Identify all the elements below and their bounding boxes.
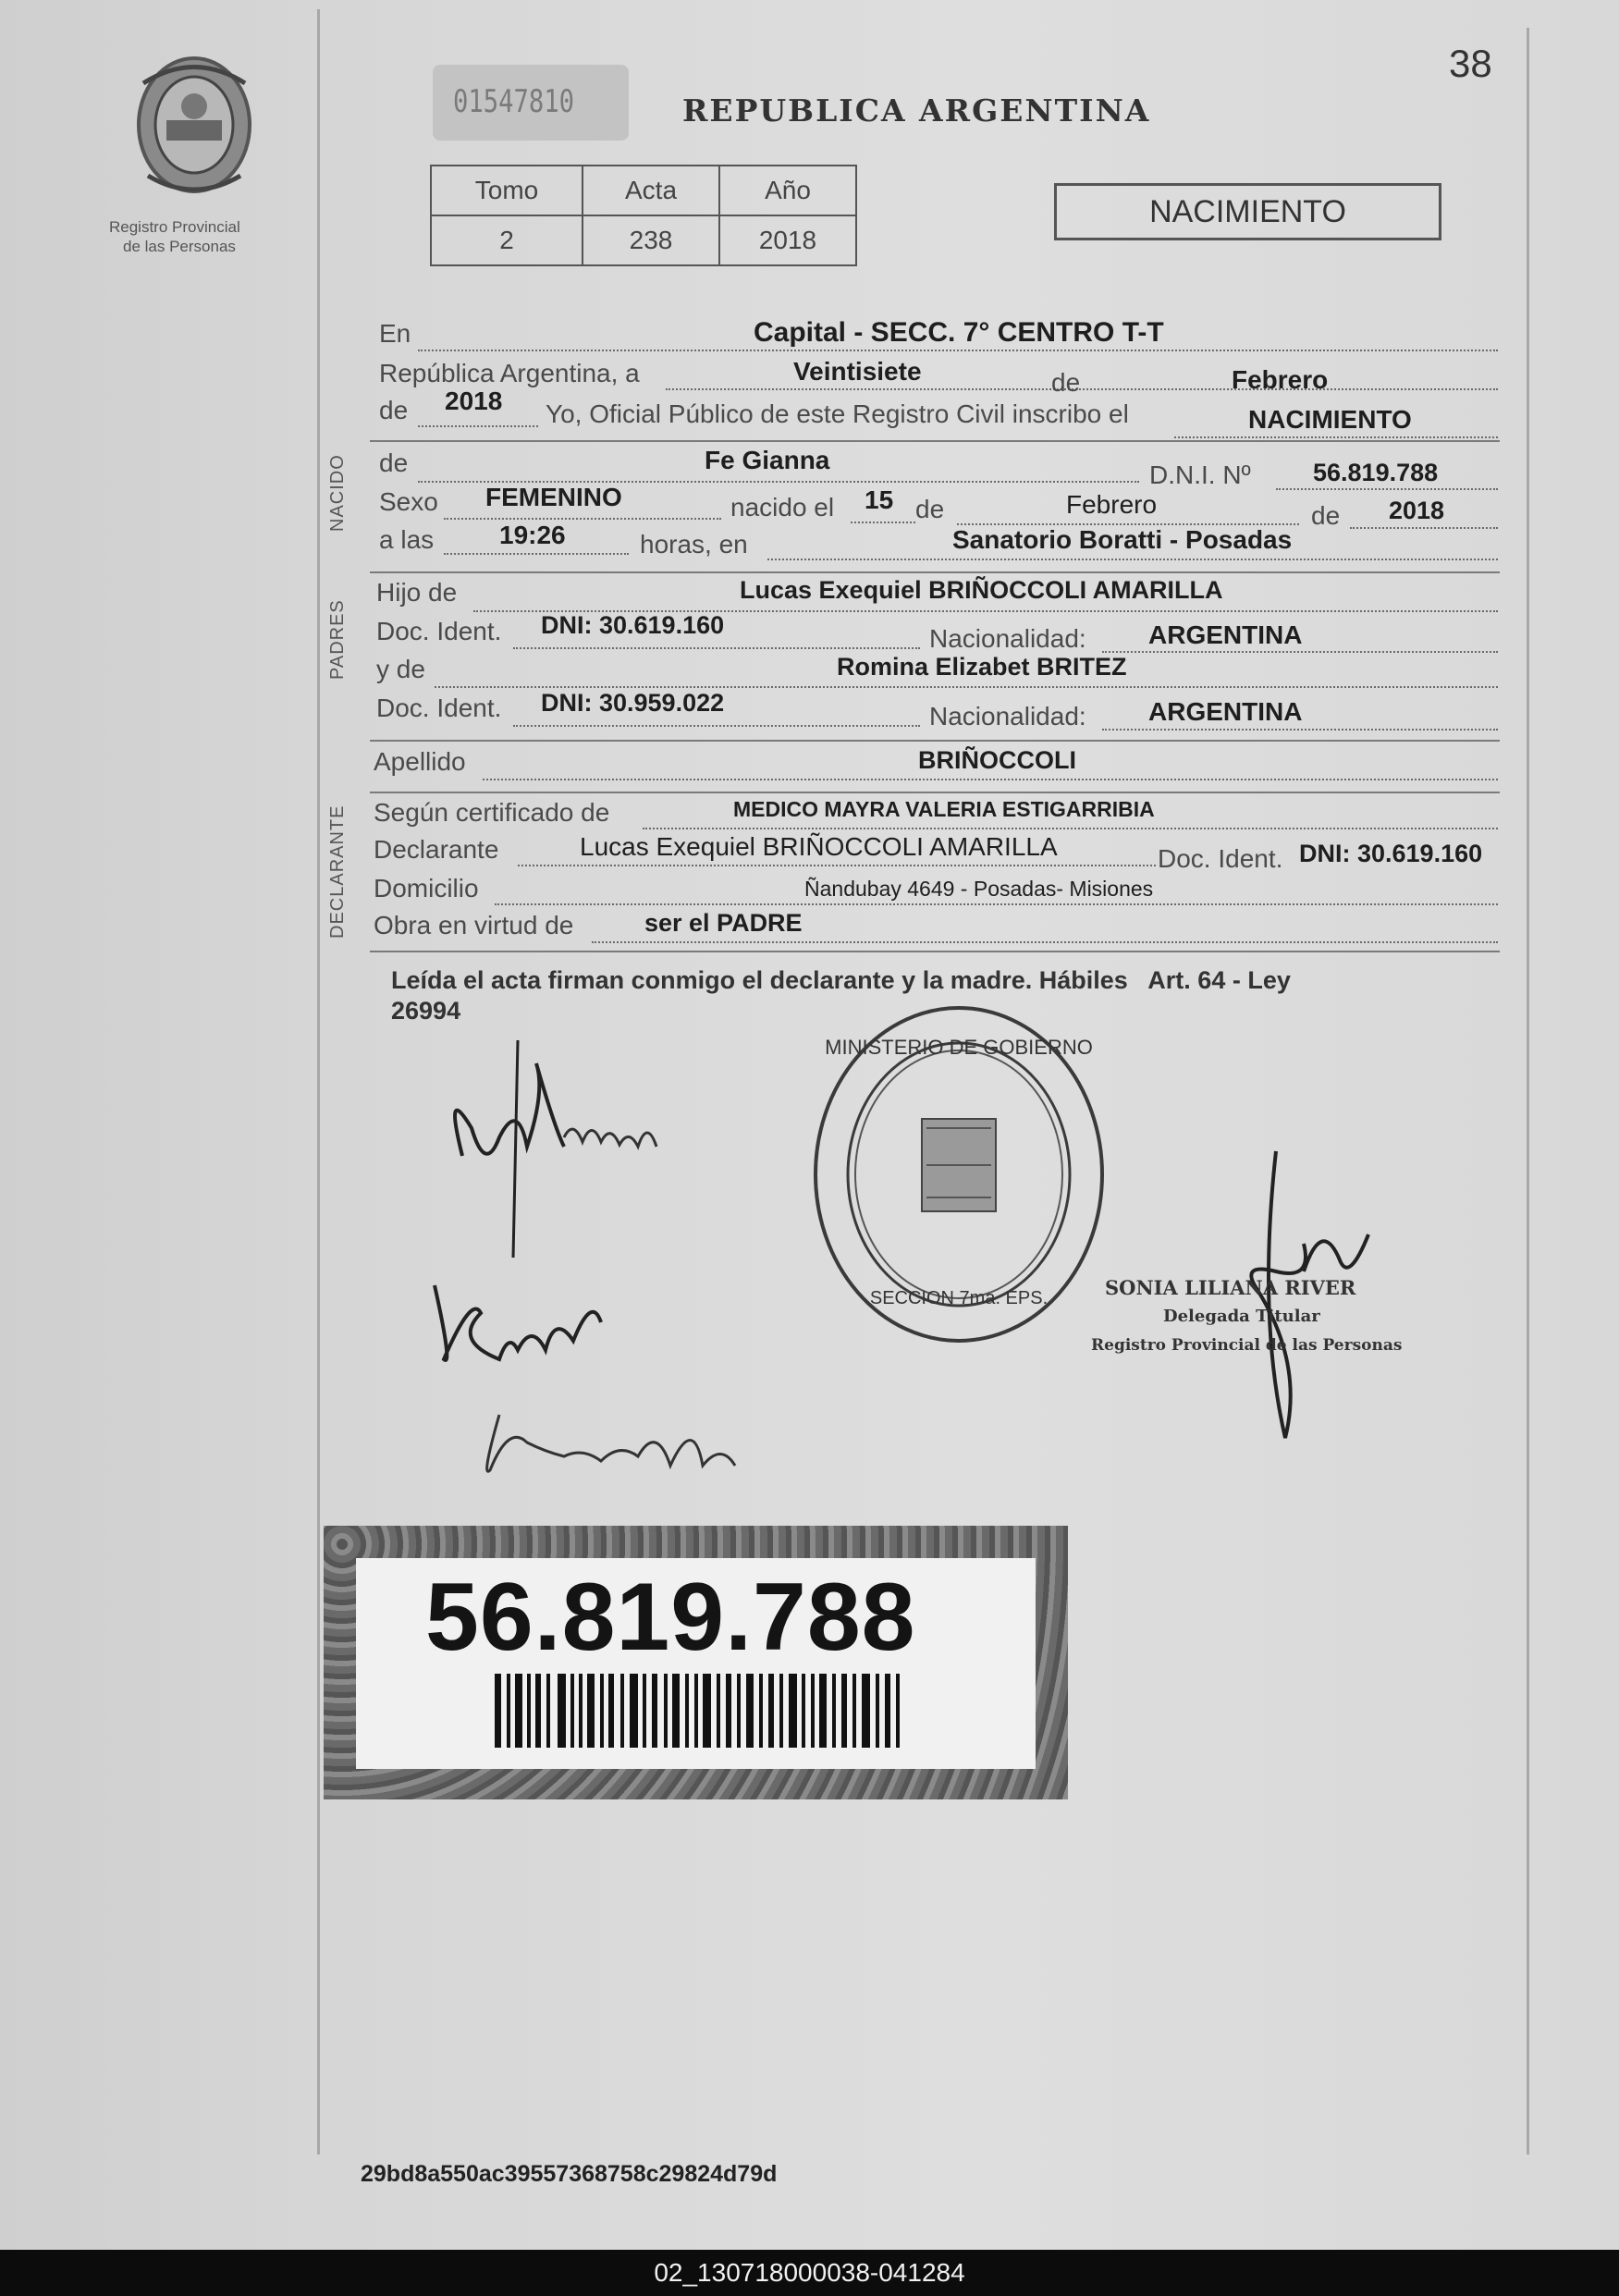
country-heading: REPUBLICA ARGENTINA: [682, 92, 1151, 129]
sexo-label: Sexo: [379, 487, 438, 516]
table-value-anio: 2018: [719, 215, 856, 265]
barcode-box: [324, 1526, 1068, 1799]
table-value-acta: 238: [583, 215, 719, 265]
padre-doc-dots: [513, 647, 920, 649]
padre-nac-dots: [1102, 651, 1498, 653]
record-type-box: [1054, 183, 1441, 240]
birth-day-value: 15: [865, 485, 894, 514]
doc2-label: Doc. Ident.: [376, 694, 502, 722]
lugar-value: Sanatorio Boratti - Posadas: [952, 525, 1293, 554]
year-value: 2018: [445, 387, 503, 415]
padre-nac-value: ARGENTINA: [1148, 620, 1303, 649]
record-table: [430, 165, 857, 266]
table-header-acta: Acta: [583, 166, 719, 215]
inscribo-value: NACIMIENTO: [1248, 405, 1412, 434]
month-value: Febrero: [1232, 365, 1329, 394]
registry-seal: [806, 999, 1111, 1350]
doc-label: Doc. Ident.: [376, 617, 502, 645]
madre-doc-dots: [513, 725, 920, 727]
nombre-value: Fe Gianna: [705, 446, 830, 474]
madre-value: Romina Elizabet BRITEZ: [837, 653, 1127, 681]
divider-apellido: [370, 792, 1500, 793]
barcode-panel: [356, 1558, 1036, 1769]
table-header-tomo: Tomo: [431, 166, 583, 215]
domicilio-value: Ñandubay 4649 - Posadas- Misiones: [804, 877, 1154, 901]
de2-dots: [418, 425, 538, 427]
sexo-dots: [444, 518, 721, 520]
republica-label: República Argentina, a: [379, 359, 640, 387]
de-label: de: [1051, 368, 1081, 397]
record-type-label: NACIMIENTO: [1149, 194, 1346, 229]
dni-value: 56.819.788: [1313, 459, 1439, 486]
de-nombre-label: de: [379, 448, 409, 477]
hijo-label: Hijo de: [376, 578, 458, 607]
inscribo-dots: [1174, 436, 1498, 438]
barcode-number: 56.819.788: [425, 1564, 916, 1671]
declarante-label: Declarante: [374, 835, 499, 864]
certificado-dots: [643, 828, 1498, 829]
closing-text-line2: 26994: [391, 997, 461, 1025]
obra-label: Obra en virtud de: [374, 911, 574, 939]
en-label: En: [379, 319, 411, 348]
apellido-dots: [483, 779, 1498, 780]
apellido-label: Apellido: [374, 747, 466, 776]
divider-top: [370, 440, 1500, 442]
hora-value: 19:26: [499, 521, 566, 549]
record-table-value-row: [431, 215, 856, 265]
closing-text-line1: Leída el acta firman conmigo el declarante y la madre. Hábiles Art. 64 - Ley: [391, 966, 1291, 994]
divider-nacido: [370, 571, 1500, 573]
left-margin-line: [317, 9, 320, 2155]
dni-label: D.N.I. Nº: [1149, 460, 1251, 489]
birth-month-value: Febrero: [1066, 490, 1158, 519]
nac2-label: Nacionalidad:: [929, 702, 1086, 731]
hora-dots: [444, 553, 629, 555]
en-value: Capital - SECC. 7° CENTRO T-T: [754, 317, 1164, 348]
record-table-header-row: [431, 166, 856, 215]
padre-doc-value: DNI: 30.619.160: [541, 611, 725, 639]
mother-signature: [416, 1258, 804, 1489]
decl-doc-label: Doc. Ident.: [1158, 844, 1283, 873]
oficial-text: Yo, Oficial Público de este Registro Civil inscribo el: [546, 399, 1129, 428]
registry-emblem-icon: [125, 55, 264, 213]
officer-org: Registro Provincial de las Personas: [1091, 1336, 1403, 1355]
declarante-value: Lucas Exequiel BRIÑOCCOLI AMARILLA: [580, 832, 1058, 861]
seal-bottom-text: SECCION 7ma. EPS.: [869, 1288, 1049, 1308]
declarante-side-label: DECLARANTE: [327, 804, 348, 939]
seal-top-text: MINISTERIO DE GOBIERNO: [825, 1036, 1093, 1059]
officer-title: Delegada Titular: [1163, 1307, 1320, 1326]
madre-dots: [435, 686, 1498, 688]
de-mes-label: de: [915, 495, 945, 523]
certificado-value: MEDICO MAYRA VALERIA ESTIGARRIBIA: [733, 797, 1155, 821]
alas-label: a las: [379, 525, 435, 554]
decl-doc-value: DNI: 30.619.160: [1299, 840, 1483, 867]
de2-label: de: [379, 396, 409, 424]
table-value-tomo: 2: [431, 215, 583, 265]
right-margin-line: [1527, 28, 1529, 2155]
birthday-dots: [851, 522, 915, 523]
table-header-anio: Año: [719, 166, 856, 215]
birthyear-dots: [1350, 527, 1498, 529]
serial-stamp: [433, 65, 629, 141]
de-anio-label: de: [1311, 501, 1341, 530]
registry-caption-line2: de las Personas: [123, 238, 236, 255]
en-dots: [418, 350, 1498, 351]
file-id-footer: [0, 2250, 1619, 2296]
dni-dots: [1276, 488, 1498, 490]
registry-logo: [125, 55, 264, 213]
sexo-value: FEMENINO: [485, 483, 622, 511]
certificado-label: Según certificado de: [374, 798, 610, 827]
lugar-dots: [767, 559, 1498, 560]
apellido-value: BRIÑOCCOLI: [918, 746, 1076, 774]
registry-caption-line1: Registro Provincial: [109, 218, 240, 236]
nacido-label: nacido el: [730, 493, 835, 522]
padre-value: Lucas Exequiel BRIÑOCCOLI AMARILLA: [740, 576, 1223, 604]
document-hash: 29bd8a550ac39557368758c29824d79d: [361, 2161, 778, 2187]
madre-doc-value: DNI: 30.959.022: [541, 689, 725, 717]
madre-nac-value: ARGENTINA: [1148, 697, 1303, 726]
page-number: 38: [1449, 42, 1492, 85]
domicilio-dots: [495, 903, 1498, 905]
file-id-text: 02_130718000038-041284: [654, 2258, 965, 2287]
declarante-dots: [518, 865, 1156, 866]
padres-side-label: PADRES: [327, 599, 348, 680]
divider-padres: [370, 740, 1500, 742]
madre-nac-dots: [1102, 729, 1498, 731]
domicilio-label: Domicilio: [374, 874, 479, 902]
republica-dots: [666, 388, 1498, 390]
obra-dots: [592, 941, 1498, 943]
nac-label: Nacionalidad:: [929, 624, 1086, 653]
father-signature: [435, 1026, 693, 1267]
nacido-side-label: NACIDO: [327, 454, 348, 532]
yde-label: y de: [376, 655, 425, 683]
obra-value: ser el PADRE: [644, 909, 803, 937]
officer-name: SONIA LILIANA RIVER: [1105, 1276, 1356, 1299]
day-value: Veintisiete: [793, 357, 922, 386]
serial-number: 01547810: [453, 83, 575, 120]
divider-declarante: [370, 951, 1500, 952]
horas-label: horas, en: [640, 530, 748, 559]
birth-year-value: 2018: [1389, 497, 1445, 524]
